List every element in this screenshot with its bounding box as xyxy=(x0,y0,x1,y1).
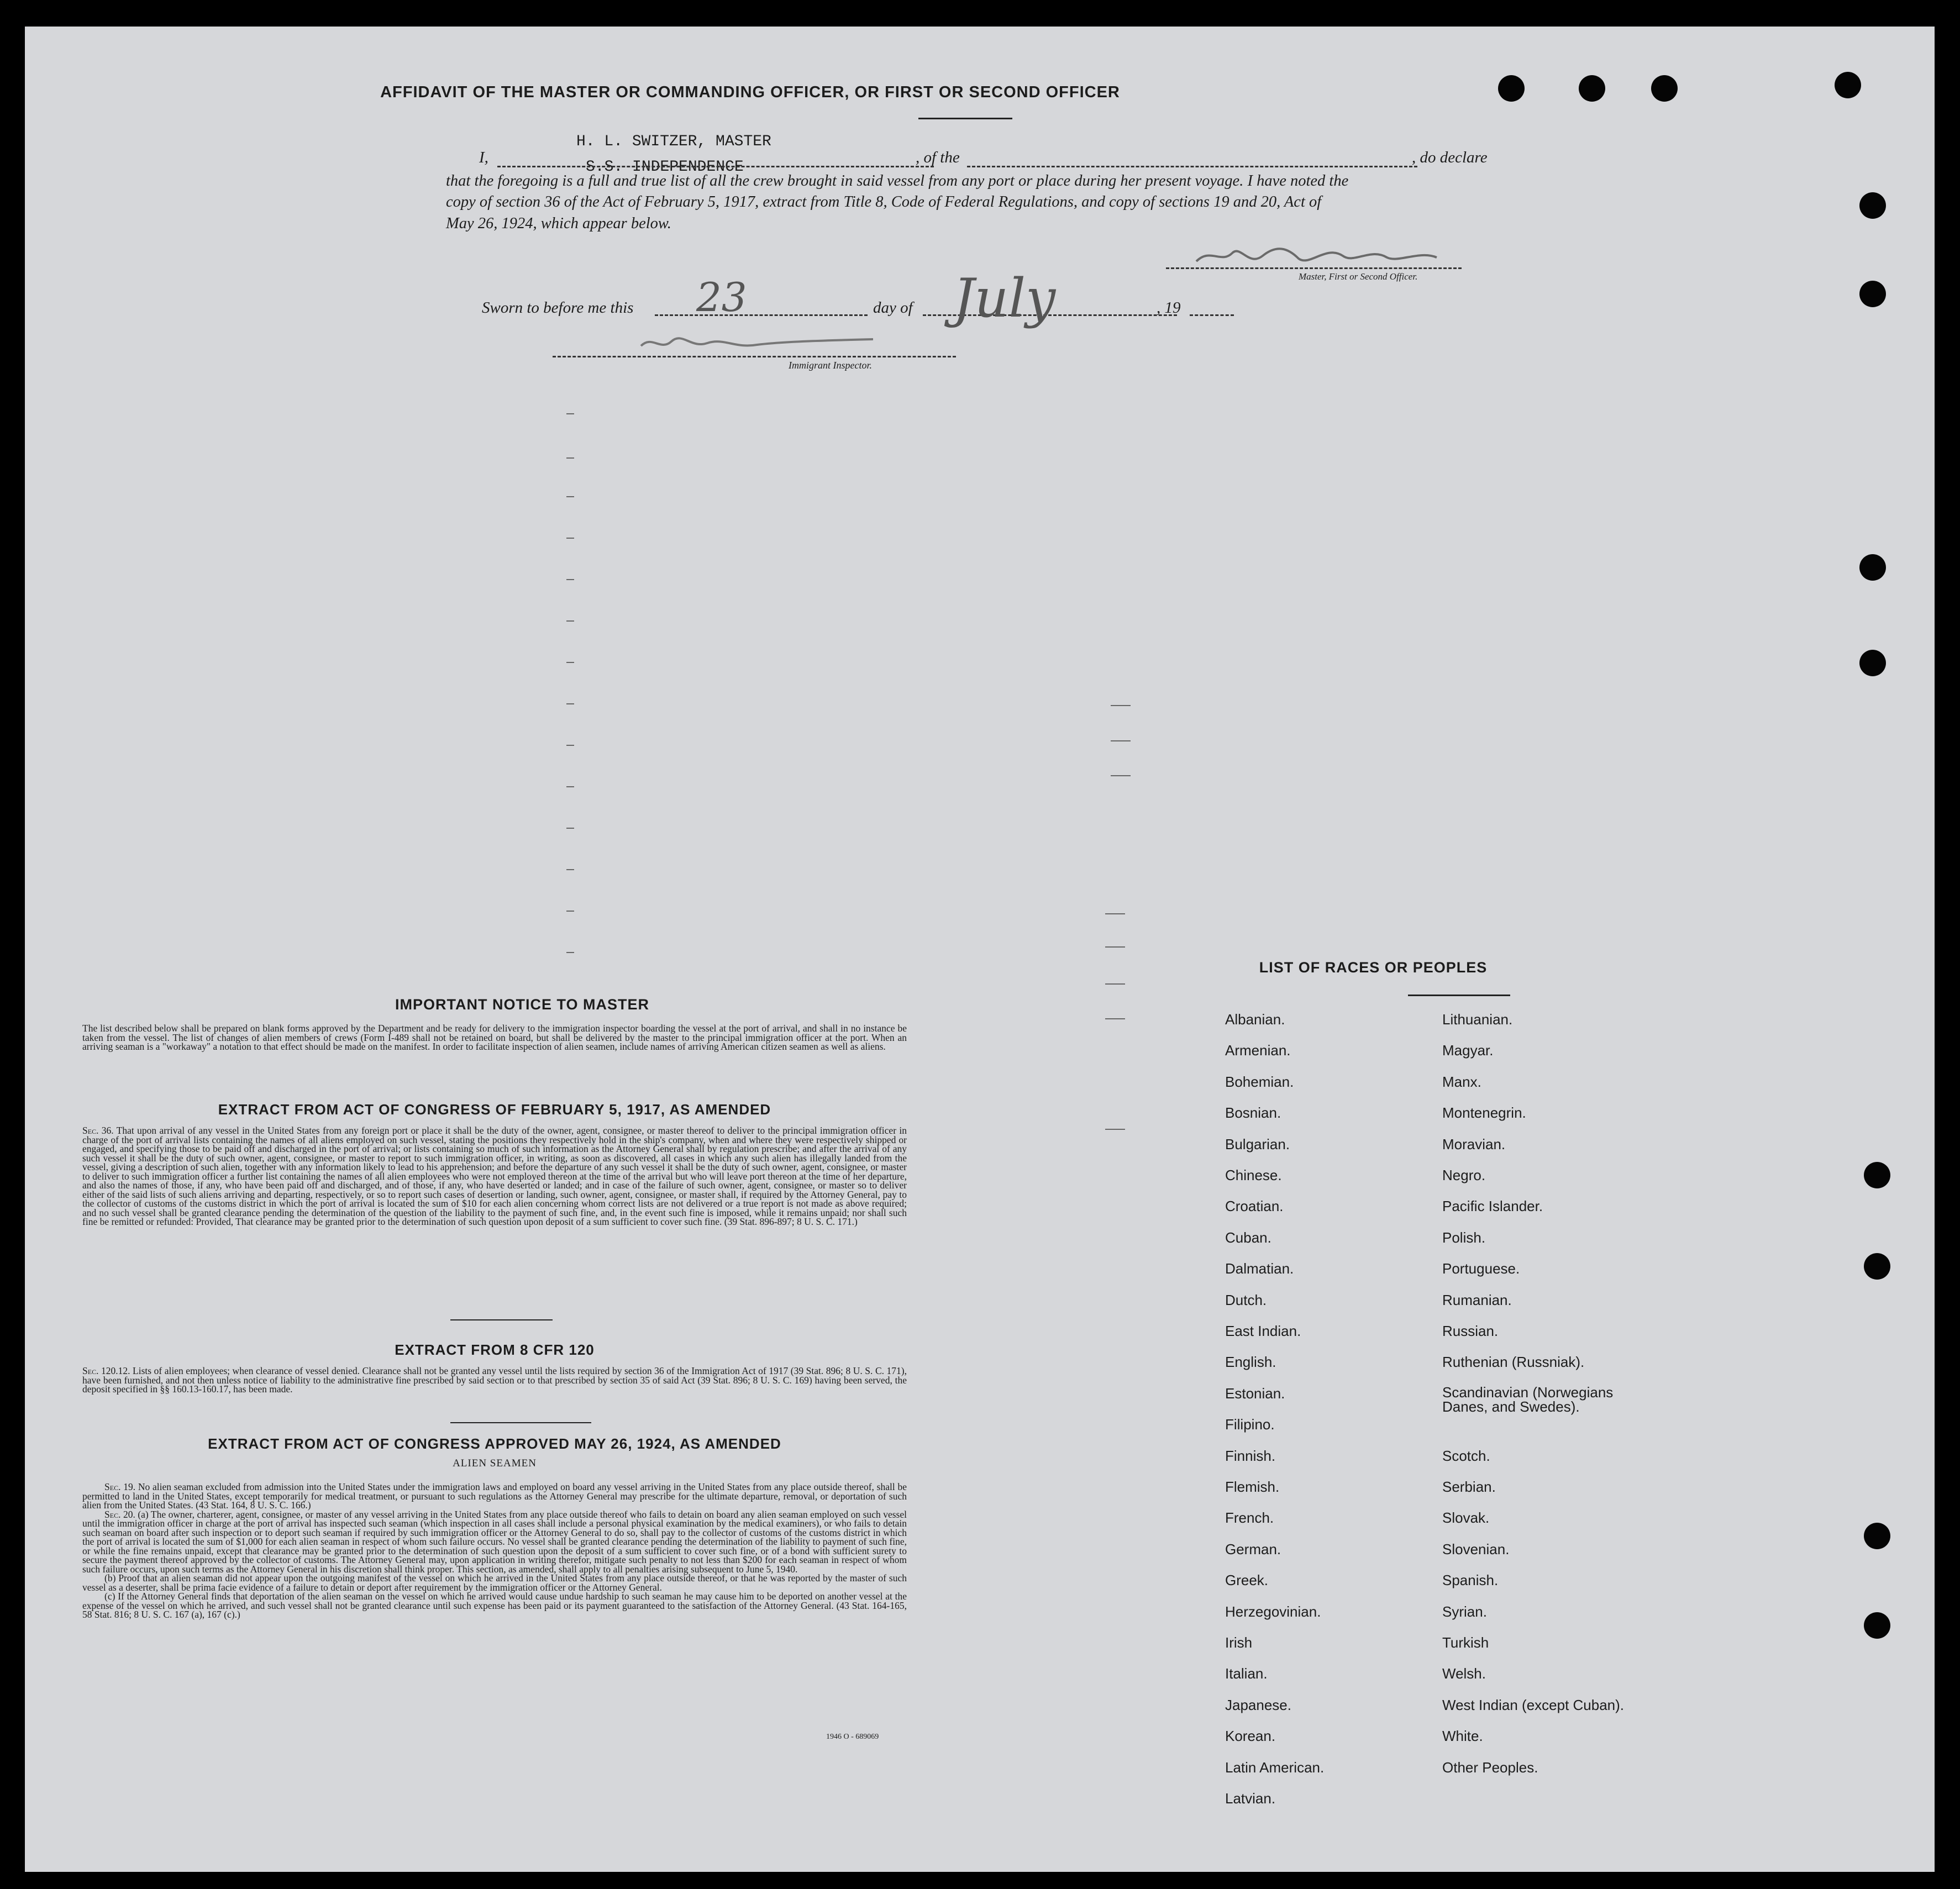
stray-mark xyxy=(566,496,574,497)
stray-mark xyxy=(566,579,574,580)
stray-mark xyxy=(566,538,574,539)
race-item: Korean. xyxy=(1225,1728,1276,1745)
punch-hole xyxy=(1579,75,1605,102)
stray-mark xyxy=(1105,983,1125,985)
affidavit-title: AFFIDAVIT OF THE MASTER OR COMMANDING OFFICER, OR FIRST OR SECOND OFFICER xyxy=(380,83,1120,101)
sworn-label: Sworn to before me this xyxy=(482,299,634,317)
race-item: Moravian. xyxy=(1442,1135,1506,1153)
race-item: Latin American. xyxy=(1225,1759,1325,1776)
stray-mark xyxy=(1105,946,1125,948)
sec-19-text: No alien seaman excluded from admission into the United States under the immigration laws and employed on board any vessel arriving in the United States from any place outside thereof, shall be permitted to land in the United States, except temporarily for medical treatment, or pursuant to such regulations as the Attorney General may prescribe for the ultimate departure, removal, or deportation of such alien from the United States. (43 Stat. 164, 8 U. S. C. 166.) xyxy=(82,1481,907,1511)
race-item: Serbian. xyxy=(1442,1478,1496,1495)
race-item: Bulgarian. xyxy=(1225,1135,1290,1153)
sworn-month: July xyxy=(953,267,1056,329)
stray-mark xyxy=(566,457,574,459)
sec-20-label: Sec. 20. xyxy=(104,1508,135,1520)
typed-master-name: H. L. SWITZER, MASTER xyxy=(576,133,771,150)
extract-cfr-text: Lists of alien employees; when clearance of vessel denied. Clearance shall not be granted any vessel until the lists required by section 36 of the Immigration Act of 1917 (39 Stat. 896; 8 U. S. C. 171), have been furnished, and not then unless notice of liability to the administrative fine prescribed by said section or to that prescribed by section 35 of said Act (39 Stat. 896; 8 U. S. C. 169) having been served, the deposit specified in §§ 160.13-160.17, has been made. xyxy=(82,1365,907,1395)
race-item: Welsh. xyxy=(1442,1665,1486,1682)
extract-cfr-body xyxy=(82,1366,907,1394)
inspector-label: Immigrant Inspector. xyxy=(789,360,872,371)
race-item: German. xyxy=(1225,1540,1281,1557)
title-underline xyxy=(918,118,1012,119)
extract-cfr-title: EXTRACT FROM 8 CFR 120 xyxy=(395,1341,595,1358)
race-item: Scandinavian (Norwegians Danes, and Swedes). xyxy=(1442,1383,1614,1415)
race-item: White. xyxy=(1442,1728,1483,1745)
stray-mark xyxy=(1105,913,1125,914)
race-item: English. xyxy=(1225,1354,1276,1371)
sec-19-label: Sec. 19. xyxy=(104,1481,136,1492)
name-blank xyxy=(497,166,934,167)
race-item: Pacific Islander. xyxy=(1442,1198,1543,1215)
punch-hole xyxy=(1864,1162,1890,1188)
punch-hole xyxy=(1498,75,1525,102)
race-item: West Indian (except Cuban). xyxy=(1442,1696,1625,1713)
sworn-day: 23 xyxy=(696,274,747,320)
stray-mark xyxy=(566,786,574,787)
extract-cfr-sec: Sec. 120.12. xyxy=(82,1365,130,1376)
year-label: , 19 xyxy=(1157,299,1181,317)
punch-hole xyxy=(1835,72,1861,98)
races-title-underline xyxy=(1408,995,1510,996)
extract-1917-text: That upon arrival of any vessel in the United States from any foreign port or place it shall be the duty of the owner, agent, consignee, or master thereof to deliver to the principal immigration officer in charge of the port of arrival lists containing the names of all aliens employed on such vessel, stating the positions they respectively hold in the ship's company, when and where they were respectively shipped or engaged, and specifying those to be paid off and discharged in the port of arrival; or lists containing so much of such information as the Attorney General shall by regulation prescribe; and after the arrival of any such vessel it shall be the duty of such owner, agent, consignee, or master to report to such immigration officer, in writing, as soon as discovered, all cases in which any such alien has illegally landed from the vessel, giving a description of such alien, together with any information likely to lead to his apprehension; and before the departure of any such vessel it shall be the duty of such owner, agent, consignee, or master to deliver to such immigration officer a further list containing the names of all alien employees who were not employed thereon at the time of the arrival but who will leave port thereon at the time of her departure, and also the names of those, if any, who have been paid off and discharged, and of those, if any, who have deserted or landed; and in case of the failure of such owner, agent, consignee, or master so to deliver either of the said lists of such aliens arriving and departing, respectively, or so to report such cases of desertion or landing, such owner, agent, consignee, or master shall, if required by the Attorney General, pay to the collector of customs of the customs district in which the port of arrival is located the sum of $10 for each alien concerning whom correct lists are not delivered or a true report is not made as above required; and no such vessel shall be granted clearance pending the determination of the question of the liability to the payment of such fine, and, in the event such fine is imposed, while it remains unpaid; nor shall such fine be remitted or refunded: Provided, That clearance may be granted prior to the determination of such question upon deposit of a sum sufficient to cover such fine. (39 Stat. 896-897; 8 U. S. C. 171.) xyxy=(82,1125,907,1227)
race-item: Ruthenian (Russniak). xyxy=(1442,1354,1585,1371)
stray-mark xyxy=(1111,775,1131,776)
punch-hole xyxy=(1864,1612,1890,1639)
i-label: I, xyxy=(479,149,488,166)
declaration-line-2: that the foregoing is a full and true list of all the crew brought in said vessel from any port or place during her present voyage. I have noted the xyxy=(446,172,1349,190)
race-item: Rumanian. xyxy=(1442,1291,1512,1308)
race-item: Bohemian. xyxy=(1225,1073,1294,1090)
notice-text: The list described below shall be prepared on blank forms approved by the Department and be ready for delivery to the immigration inspector boarding the vessel at the port of arrival, and shall in no instance be taken from the vessel. The list of changes of alien members of crews (Form I-489 shall not be retained on board, but shall be delivered by the master to the principal immigration officer at the port. When an arriving seaman is a "workaway" a notation to that effect should be made on the manifest. In order to facilitate inspection of alien seamen, include names of arriving American citizen seamen as well as aliens. xyxy=(82,1023,907,1052)
sec-20a-text: (a) The owner, charterer, agent, consignee, or master of any vessel arriving in the United States from any place outside thereof who fails to detain on board any alien seaman employed on such vessel until the immigration officer in charge at the port of arrival has inspected such seaman (which inspection in all cases shall include a personal physical examination by the medical examiners), or who fails to detain such seaman on board after such inspection or to deport such seaman if required by such immigration officer or the Attorney General to do so, shall pay to the collector of customs of the customs district in which the port of arrival is located the sum of $1,000 for each alien seaman in respect of whom such failure occurs. No vessel shall be granted clearance pending the determination of the liability to payment of such fine, or while the fine remains unpaid, except that clearance may be granted prior to the determination of such question upon the deposit of a sum sufficient to cover such fine, or of a bond with sufficient surety to secure the payment thereof approved by the collector of customs. The Attorney General may, upon application in writing therefor, mitigate such penalty to not less than $200 for each seaman in respect of whom such failure occurs, upon such terms as the Attorney General in his discretion shall think proper. This section, as amended, shall apply to all penalties arising subsequent to June 5, 1940. xyxy=(82,1508,907,1575)
race-item: Bosnian. xyxy=(1225,1104,1281,1122)
divider xyxy=(450,1422,591,1423)
punch-hole xyxy=(1651,75,1678,102)
extract-1924-body xyxy=(82,1482,907,1619)
extract-1924-subtitle: ALIEN SEAMEN xyxy=(453,1457,537,1469)
race-item: Croatian. xyxy=(1225,1198,1284,1215)
declaration-line-4: May 26, 1924, which appear below. xyxy=(446,215,671,232)
punch-hole xyxy=(1859,554,1886,581)
race-item: Slovenian. xyxy=(1442,1540,1510,1557)
race-item: Spanish. xyxy=(1442,1572,1499,1589)
race-item: Cuban. xyxy=(1225,1229,1271,1246)
punch-hole xyxy=(1864,1253,1890,1280)
race-item: Montenegrin. xyxy=(1442,1104,1526,1122)
of-the-label: , of the xyxy=(916,149,960,166)
inspector-signature xyxy=(630,329,928,357)
day-blank xyxy=(655,314,868,316)
extract-1924-title: EXTRACT FROM ACT OF CONGRESS APPROVED MAY 26, 1924, AS AMENDED xyxy=(208,1435,781,1452)
race-item: Magyar. xyxy=(1442,1042,1494,1059)
race-item: Syrian. xyxy=(1442,1603,1487,1620)
notice-title: IMPORTANT NOTICE TO MASTER xyxy=(395,996,649,1013)
vessel-blank xyxy=(967,166,1417,167)
stray-mark xyxy=(566,620,574,622)
stray-mark xyxy=(566,413,574,414)
punch-hole xyxy=(1859,650,1886,676)
stray-mark xyxy=(566,745,574,746)
race-item: Herzegovinian. xyxy=(1225,1603,1321,1620)
stray-mark xyxy=(1105,1129,1125,1130)
race-item: Slovak. xyxy=(1442,1509,1490,1527)
race-item: Russian. xyxy=(1442,1323,1499,1339)
race-item: Chinese. xyxy=(1225,1167,1282,1183)
race-item: Other Peoples. xyxy=(1442,1759,1538,1776)
race-item: Scotch. xyxy=(1442,1447,1490,1464)
extract-1917-title: EXTRACT FROM ACT OF CONGRESS OF FEBRUARY 5, 1917, AS AMENDED xyxy=(218,1101,771,1118)
typed-vessel-name: S.S. INDEPENDENCE xyxy=(586,159,744,176)
sec-20c-text: (c) If the Attorney General finds that deportation of the alien seaman on the vessel on which he arrived would cause undue hardship to such seaman he may cause him to be deported on another vessel at the expense of the vessel on which he arrived, and such vessel shall not be granted clearance until such expense has been paid or its payment guaranteed to the satisfaction of the Attorney General. (43 Stat. 164-165, 58 Stat. 816; 8 U. S. C. 167 (a), 167 (c).) xyxy=(82,1591,907,1620)
race-item: East Indian. xyxy=(1225,1323,1301,1339)
race-item: Polish. xyxy=(1442,1229,1486,1246)
race-item: Manx. xyxy=(1442,1073,1481,1090)
race-item: Estonian. xyxy=(1225,1385,1285,1402)
race-item: Finnish. xyxy=(1225,1447,1276,1464)
race-item: Greek. xyxy=(1225,1572,1269,1589)
master-sig-line xyxy=(1166,267,1462,269)
stray-mark xyxy=(566,828,574,829)
race-item: Negro. xyxy=(1442,1167,1486,1183)
do-declare-label: , do declare xyxy=(1412,149,1488,166)
race-item: Italian. xyxy=(1225,1665,1268,1682)
master-sig-label: Master, First or Second Officer. xyxy=(1299,271,1418,282)
race-item: Flemish. xyxy=(1225,1478,1280,1495)
stray-mark xyxy=(566,703,574,704)
race-item: Irish xyxy=(1225,1634,1253,1651)
inspector-sig-line xyxy=(553,356,956,357)
race-item: Latvian. xyxy=(1225,1790,1276,1807)
sec-20b-text: (b) Proof that an alien seaman did not appear upon the outgoing manifest of the vessel on which he arrived in the United States from any place outside thereof, or that he was reported by the master of such vessel as a deserter, shall be prima facie evidence of a failure to detain or deport after requirement by the immigration officer or the Attorney General. xyxy=(82,1572,907,1593)
stray-mark xyxy=(1111,705,1131,706)
extract-1917-sec: Sec. 36. xyxy=(82,1125,114,1136)
race-item: Lithuanian. xyxy=(1442,1011,1513,1028)
print-code: 1946 O - 689069 xyxy=(826,1733,879,1741)
declaration-line-3: copy of section 36 of the Act of February 5, 1917, extract from Title 8, Code of Federal Regulations, and copy of sections 19 and 20, Act of xyxy=(446,193,1322,211)
race-item: French. xyxy=(1225,1509,1274,1527)
stray-mark xyxy=(1105,1018,1125,1019)
race-item: Portuguese. xyxy=(1442,1260,1520,1277)
form-sheet xyxy=(25,27,1935,1872)
stray-mark xyxy=(566,911,574,912)
punch-hole xyxy=(1864,1523,1890,1549)
races-title: LIST OF RACES OR PEOPLES xyxy=(1259,959,1488,976)
race-item: Albanian. xyxy=(1225,1011,1285,1028)
stray-mark xyxy=(1111,740,1131,741)
race-item: Turkish xyxy=(1442,1634,1489,1651)
punch-hole xyxy=(1859,281,1886,307)
extract-1917-body xyxy=(82,1126,907,1227)
master-signature xyxy=(1188,236,1497,275)
race-item: Dalmatian. xyxy=(1225,1260,1294,1277)
year-blank xyxy=(1190,314,1234,316)
stray-mark xyxy=(566,952,574,953)
stray-mark xyxy=(566,869,574,870)
race-item: Japanese. xyxy=(1225,1696,1291,1713)
race-item: Filipino. xyxy=(1225,1416,1275,1433)
divider xyxy=(450,1319,553,1320)
race-item: Armenian. xyxy=(1225,1042,1291,1059)
punch-hole xyxy=(1859,192,1886,219)
day-of-label: day of xyxy=(873,299,913,317)
stray-mark xyxy=(566,662,574,663)
race-item: Dutch. xyxy=(1225,1291,1267,1308)
